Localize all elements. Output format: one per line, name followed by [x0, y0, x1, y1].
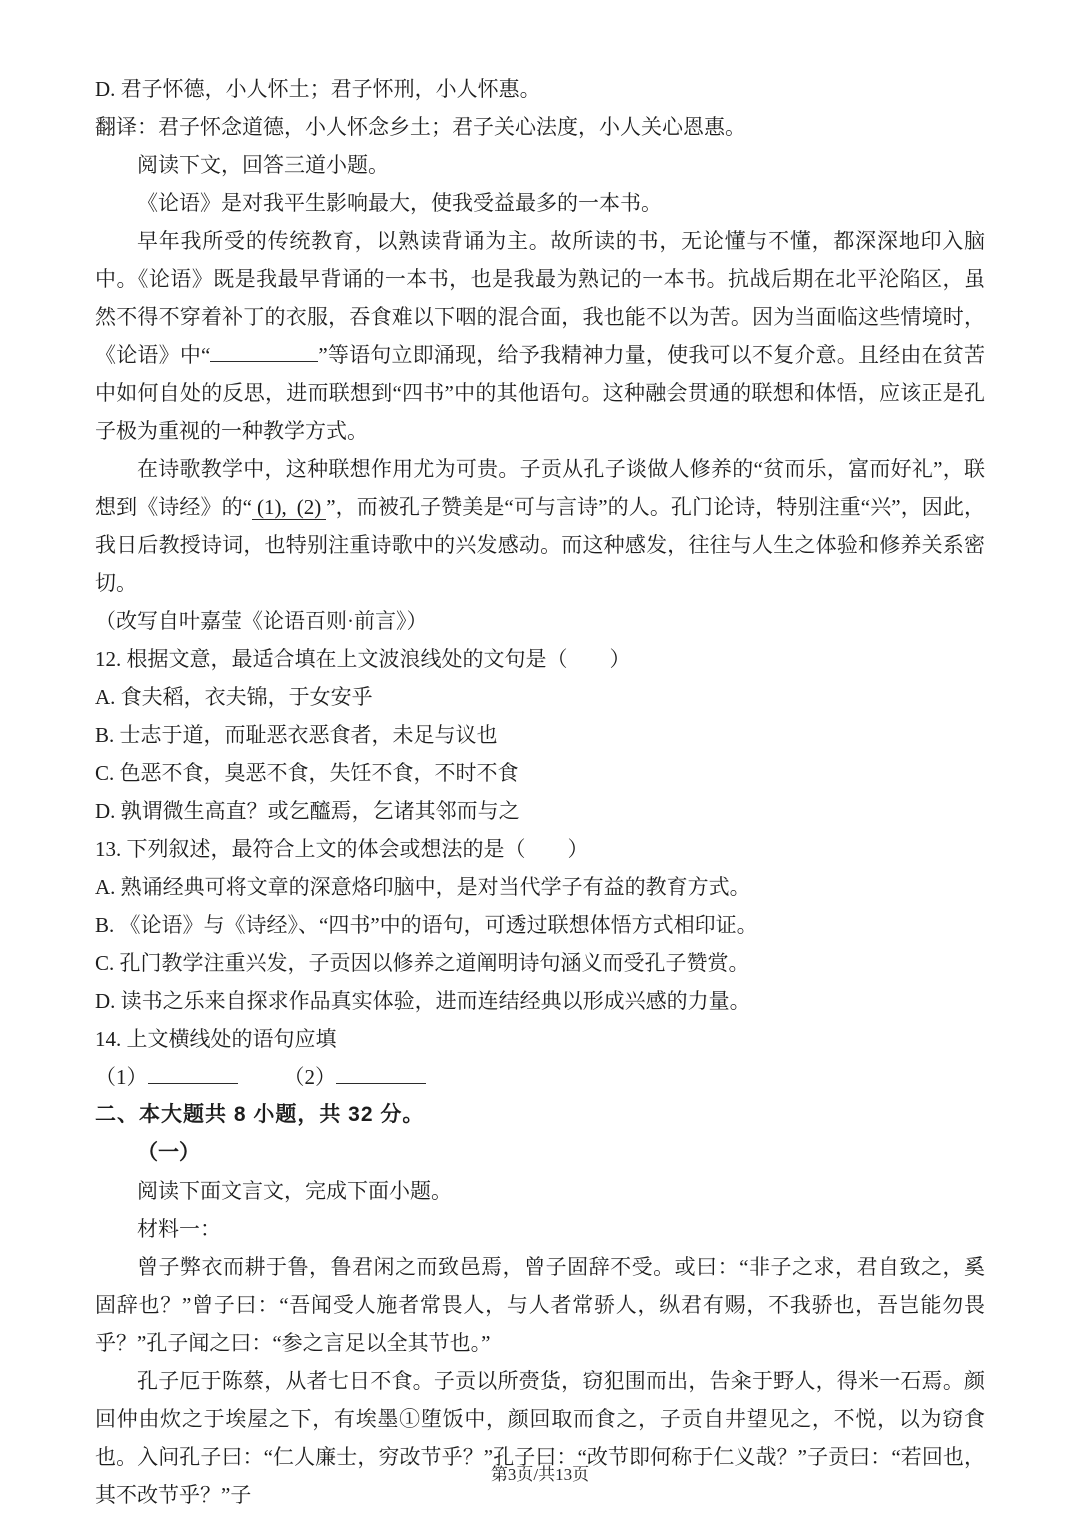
question-13-stem: 13. 下列叙述，最符合上文的体会或想法的是（ ） [95, 837, 589, 861]
section-2-heading: 二、本大题共 8 小题，共 32 分。 [95, 1103, 425, 1126]
passage-para-1: 《论语》是对我平生影响最大，使我受益最多的一本书。 [137, 191, 662, 215]
emphasized-char-2: 穷 [378, 1445, 400, 1469]
choice-line-d: D. 君子怀德，小人怀土；君子怀刑，小人怀惠。 [95, 77, 541, 101]
passage-para-3-text-after: ”，而被孔子赞美是“可与言诗”的人。孔门论诗，特别注重“兴”，因此，我日后教授诗词，也特别注重诗歌中的兴发感动。而这种感发，往往与人生之体验和修养关系密切。 [95, 495, 985, 595]
material-1-para-2 [95, 1362, 985, 1514]
attribution: （改写自叶嘉莹《论语百则·前言》） [95, 609, 428, 633]
part-1-label: （一） [137, 1141, 200, 1164]
question-12-option-d: D. 孰谓微生高直？或乞醯焉，乞诸其邻而与之 [95, 799, 520, 823]
answer-blank-2 [336, 1063, 426, 1084]
question-14-stem: 14. 上文横线处的语句应填 [95, 1027, 337, 1051]
question-14-blank-2-label: （2） [283, 1065, 336, 1089]
page-content [95, 70, 985, 1514]
passage-para-3 [95, 450, 985, 602]
material-1-para-2-seg-3: 改节乎？”孔子曰：“改节即何称于仁义哉？”子贡曰：“若回也，其不改节乎？”子 [95, 1445, 985, 1507]
material-1-para-2-seg-1: 孔子厄于陈蔡，从者七日不食。子贡以所 [137, 1369, 519, 1393]
blank-underline [210, 341, 318, 362]
question-12-option-b: B. 士志于道，而耻恶衣恶食者，未足与议也 [95, 723, 498, 747]
passage-para-2 [95, 222, 985, 450]
question-12-stem: 12. 根据文意，最适合填在上文波浪线处的文句是（ ） [95, 647, 631, 671]
question-13-option-d: D. 读书之乐来自探求作品真实体验，进而连结经典以形成兴感的力量。 [95, 989, 751, 1013]
answer-blank-1 [148, 1063, 238, 1084]
reading-intro: 阅读下文，回答三道小题。 [137, 153, 389, 177]
material-1-label: 材料一： [137, 1217, 221, 1241]
material-1-para-1: 曾子弊衣而耕于鲁，鲁君闲之而致邑焉，曾子固辞不受。或曰：“非子之求，君自致之，奚固辞也？”曾子曰：“吾闻受人施者常畏人，与人者常骄人，纵君有赐，不我骄也，吾岂能勿畏乎？”孔子闻之曰：“参之言足以全其节也。” [95, 1255, 985, 1355]
numbered-blank-1: (1), [252, 495, 292, 520]
question-12-option-c: C. 色恶不食，臭恶不食，失饪不食，不时不食 [95, 761, 519, 785]
translation-line: 翻译：君子怀念道德，小人怀念乡土；君子关心法度，小人关心恩惠。 [95, 115, 746, 139]
emphasized-char-1: 赍 [518, 1369, 540, 1393]
passage-para-2-text-after: ”等语句立即涌现，给予我精神力量，使我可以不复介意。且经由在贫苦中如何自处的反思，进而联想到“四书”中的其他语句。这种融会贯通的联想和体悟，应该正是孔子极为重视的一种教学方式。 [95, 343, 985, 443]
page-footer: 第3页/共13页 [490, 1465, 590, 1484]
question-13-option-b: B. 《论语》与《诗经》、“四书”中的语句，可透过联想体悟方式相印证。 [95, 913, 758, 937]
numbered-blank-2: (2) [292, 495, 327, 520]
passage-para-3-text-before: 在诗歌教学中，这种联想作用尤为可贵。子贡从孔子谈做人修养的“贫而乐，富而好礼”，联想到《诗经》的“ [95, 457, 985, 519]
question-14-blank-1-label: （1） [95, 1065, 148, 1089]
material-1-para-2-seg-2: 货，窃犯围而出，告籴于野人，得米一石焉。颜回仲由炊之于埃屋之下，有埃墨①堕饭中，颜回取而食之，子贡自井望见之，不悦，以为窃食也。入问孔子曰：“仁人廉士， [95, 1369, 986, 1469]
question-14-blanks [95, 1058, 985, 1096]
question-13-option-a: A. 熟诵经典可将文章的深意烙印脑中，是对当代学子有益的教育方式。 [95, 875, 751, 899]
passage-para-2-text-before: 早年我所受的传统教育，以熟读背诵为主。故所读的书，无论懂与不懂，都深深地印入脑中。《论语》既是我最早背诵的一本书，也是我最为熟记的一本书。抗战后期在北平沦陷区，虽然不得不穿着补丁的衣服，吞食难以下咽的混合面，我也能不以为苦。因为当面临这些情境时，《论语》中“ [95, 229, 985, 367]
section-2-instruction: 阅读下面文言文，完成下面小题。 [137, 1179, 452, 1203]
question-13-option-c: C. 孔门教学注重兴发，子贡因以修养之道阐明诗句涵义而受孔子赞赏。 [95, 951, 750, 975]
question-12-option-a: A. 食夫稻，衣夫锦，于女安乎 [95, 685, 373, 709]
